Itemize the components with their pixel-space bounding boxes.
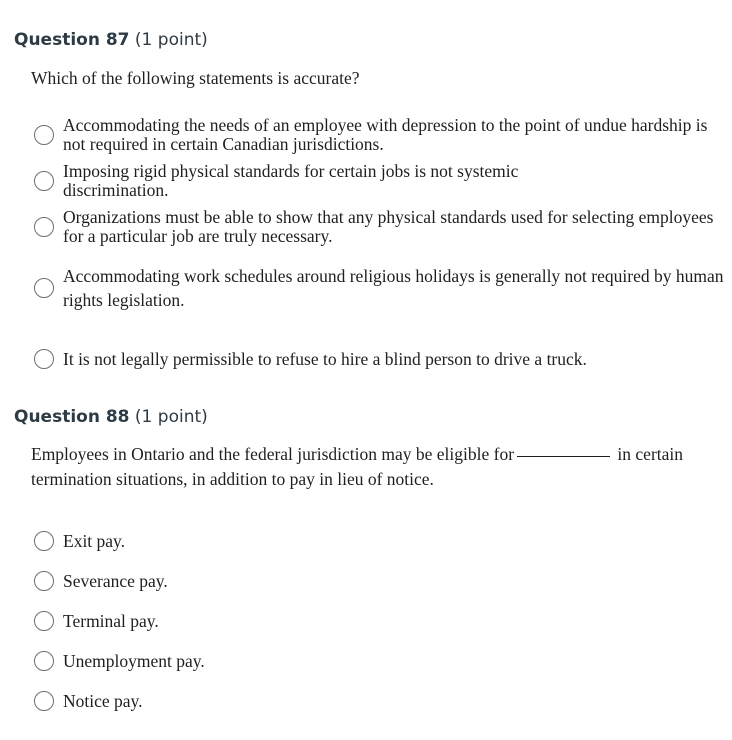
- question-87-prompt: Which of the following statements is accurate?: [31, 68, 360, 88]
- option-label: Accommodating work schedules around religious holidays is generally not required by human rights legislation.: [63, 266, 724, 310]
- question-88-points: (1 point): [134, 407, 208, 427]
- option-label: Accommodating the needs of an employee with depression to the point of undue hardship is not required in certain Canadian jurisdictions.: [63, 115, 708, 154]
- radio-button[interactable]: [34, 171, 54, 191]
- radio-button[interactable]: [34, 217, 54, 237]
- question-88-option-1[interactable]: [34, 529, 724, 553]
- option-label: Exit pay.: [63, 531, 126, 551]
- radio-button[interactable]: [34, 278, 54, 298]
- question-87-option-3[interactable]: [34, 208, 724, 246]
- prompt-text-before: Employees in Ontario and the federal jurisdiction may be eligible for: [31, 444, 515, 464]
- question-87-option-4[interactable]: [34, 264, 724, 312]
- question-87-option-2[interactable]: [34, 162, 724, 200]
- radio-button[interactable]: [34, 349, 54, 369]
- question-87-option-1[interactable]: [34, 116, 724, 154]
- option-label: It is not legally permissible to refuse to hire a blind person to drive a truck.: [63, 349, 587, 369]
- radio-button[interactable]: [34, 691, 54, 711]
- question-88-option-3[interactable]: [34, 609, 724, 633]
- question-87-points: (1 point): [134, 30, 208, 50]
- fill-in-blank: [517, 456, 610, 457]
- question-87-header: [14, 29, 208, 51]
- question-87-title: Question 87: [14, 30, 130, 50]
- radio-button[interactable]: [34, 125, 54, 145]
- question-88-title: Question 88: [14, 407, 130, 427]
- radio-button[interactable]: [34, 611, 54, 631]
- option-label: Organizations must be able to show that any physical standards used for selecting employees for a particular job are truly necessary.: [63, 207, 714, 246]
- radio-button[interactable]: [34, 531, 54, 551]
- question-88-option-4[interactable]: [34, 649, 724, 673]
- question-87-option-5[interactable]: [34, 347, 724, 371]
- option-label: Imposing rigid physical standards for certain jobs is not systemic discrimination.: [63, 161, 519, 200]
- option-label: Notice pay.: [63, 691, 143, 711]
- question-88-header: [14, 406, 208, 428]
- radio-button[interactable]: [34, 651, 54, 671]
- radio-button[interactable]: [34, 571, 54, 591]
- prompt-text-after: in certain termination situations, in addition to pay in lieu of notice.: [31, 444, 684, 489]
- option-label: Terminal pay.: [63, 611, 159, 631]
- option-label: Unemployment pay.: [63, 651, 205, 671]
- option-label: Severance pay.: [63, 571, 168, 591]
- question-88-prompt: [31, 442, 721, 492]
- question-88-option-5[interactable]: [34, 689, 724, 713]
- question-88-option-2[interactable]: [34, 569, 724, 593]
